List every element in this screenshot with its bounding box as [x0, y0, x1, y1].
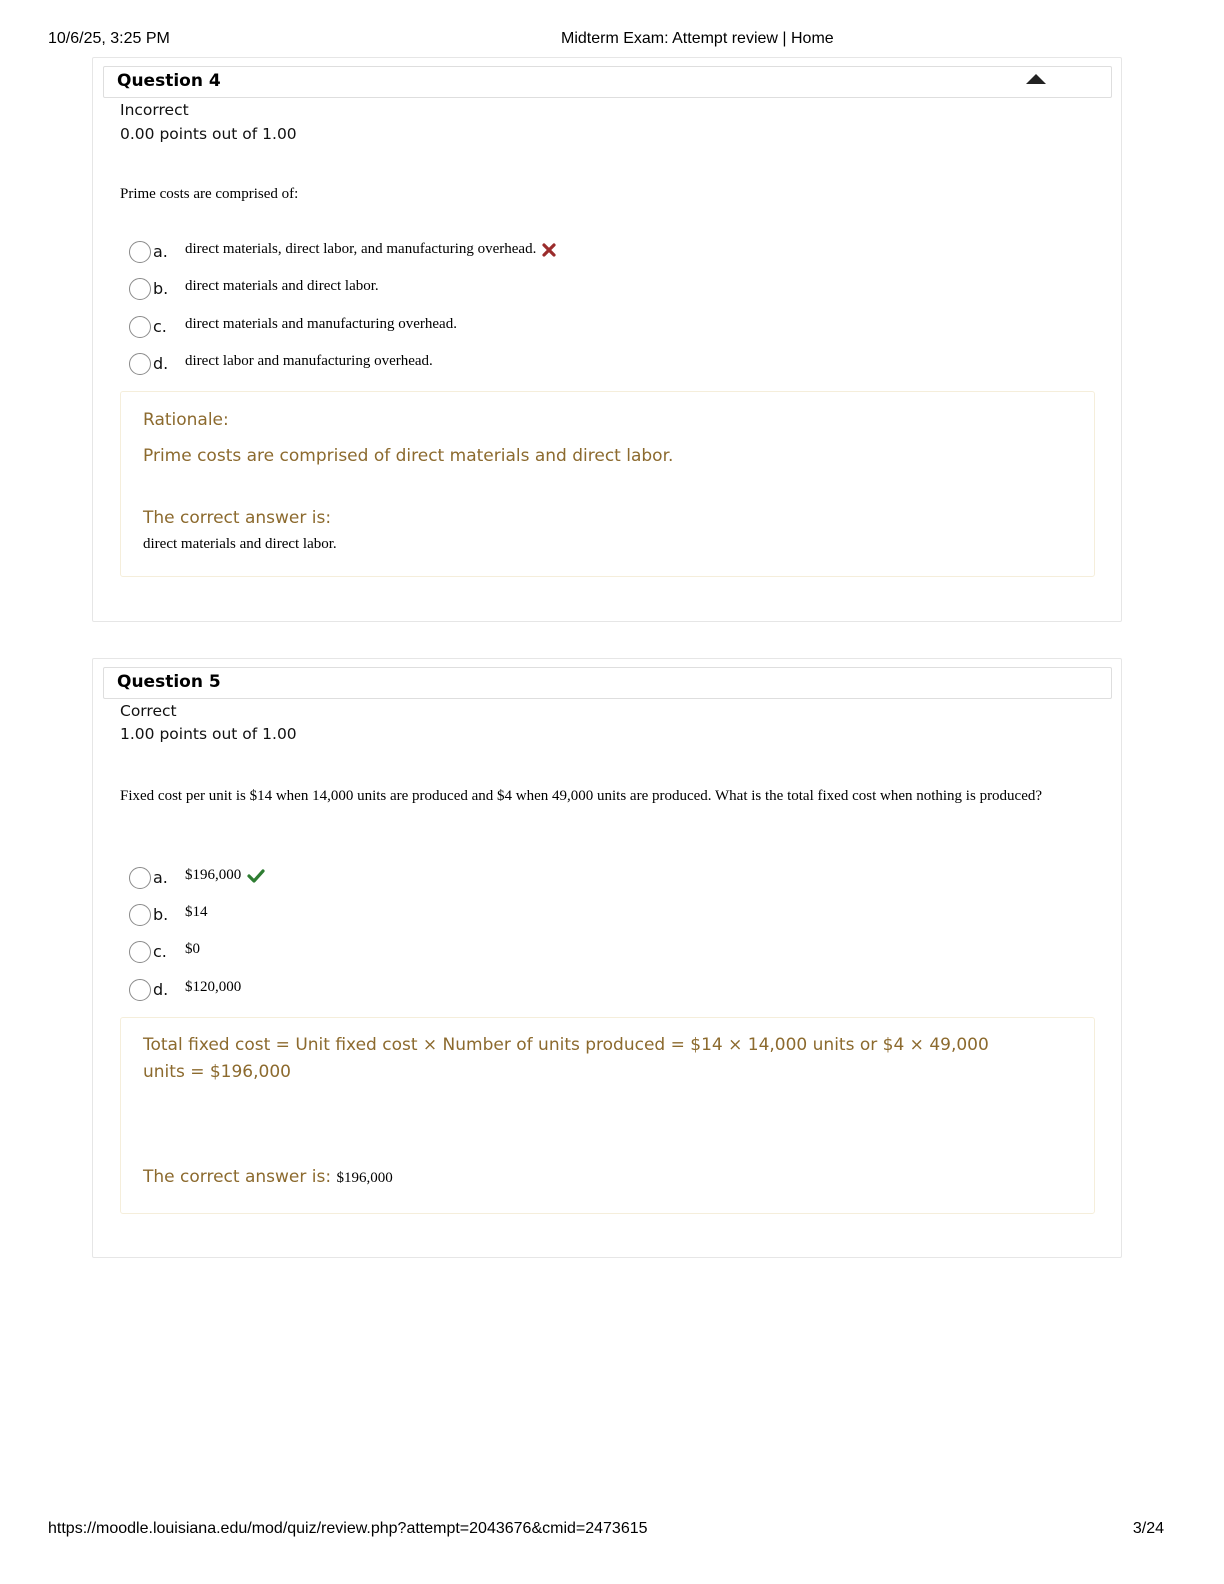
- answer-text: direct labor and manufacturing overhead.: [185, 353, 433, 369]
- answer-text: $14: [185, 904, 208, 920]
- answer-option-c[interactable]: [129, 939, 1029, 967]
- answer-letter: c.: [153, 317, 167, 336]
- question-4-grade: 0.00 points out of 1.00: [120, 125, 297, 143]
- correct-icon: [247, 869, 265, 883]
- answer-option-a[interactable]: [129, 239, 1029, 267]
- question-5-grade: 1.00 points out of 1.00: [120, 725, 297, 743]
- radio-button[interactable]: [129, 904, 151, 926]
- question-5-text: Fixed cost per unit is $14 when 14,000 units are produced and $4 when 49,000 units are produced. What is the total fixed cost when nothing is produced?: [120, 788, 1043, 804]
- radio-button[interactable]: [129, 941, 151, 963]
- answer-option-a[interactable]: [129, 865, 1029, 893]
- answer-letter: a.: [153, 242, 168, 261]
- answer-text: $196,000: [185, 867, 265, 884]
- question-4-feedback: [120, 391, 1095, 577]
- answer-letter: b.: [153, 279, 169, 298]
- radio-button[interactable]: [129, 867, 151, 889]
- question-5-title: Question 5: [117, 672, 221, 692]
- radio-button[interactable]: [129, 353, 151, 375]
- print-page-title: Midterm Exam: Attempt review | Home: [561, 30, 834, 47]
- answer-letter: d.: [153, 980, 169, 999]
- answer-text: direct materials, direct labor, and manufacturing overhead.: [185, 241, 556, 258]
- answer-option-b[interactable]: [129, 902, 1029, 930]
- question-5-card: [92, 658, 1122, 1258]
- radio-button[interactable]: [129, 241, 151, 263]
- print-url: https://moodle.louisiana.edu/mod/quiz/review.php?attempt=2043676&cmid=2473615: [48, 1520, 648, 1537]
- question-4-state: Incorrect: [120, 101, 189, 119]
- answer-letter: a.: [153, 868, 168, 887]
- radio-button[interactable]: [129, 316, 151, 338]
- question-5-state: Correct: [120, 702, 177, 720]
- answer-text: $120,000: [185, 979, 242, 995]
- correct-answer-value: direct materials and direct labor.: [143, 536, 337, 552]
- correct-answer-line: [143, 1164, 1072, 1192]
- print-date: 10/6/25, 3:25 PM: [48, 30, 170, 47]
- answer-text: direct materials and direct labor.: [185, 278, 379, 294]
- answer-option-c[interactable]: [129, 314, 1029, 342]
- radio-button[interactable]: [129, 979, 151, 1001]
- answer-letter: c.: [153, 942, 167, 961]
- feedback-explanation: Total fixed cost = Unit fixed cost × Number of units produced = $14 × 14,000 units or $4 × 49,000 units = $196,000: [143, 1035, 989, 1082]
- radio-button[interactable]: [129, 278, 151, 300]
- correct-answer-label: The correct answer is:: [143, 508, 332, 528]
- question-4-title: Question 4: [117, 71, 221, 91]
- collapse-up-icon[interactable]: [1025, 73, 1047, 85]
- answer-text: direct materials and manufacturing overhead.: [185, 316, 457, 332]
- correct-answer-label: The correct answer is:: [143, 1167, 332, 1187]
- answer-text: $0: [185, 941, 200, 957]
- print-footer: [48, 1520, 1164, 1540]
- question-4-header[interactable]: [103, 66, 1112, 98]
- print-header: [48, 30, 1164, 50]
- question-4-card: [92, 57, 1122, 622]
- incorrect-icon: [542, 243, 556, 257]
- question-5-feedback: [120, 1017, 1095, 1214]
- question-5-header[interactable]: [103, 667, 1112, 699]
- print-page-number: 3/24: [1132, 1520, 1164, 1537]
- correct-answer-value: $196,000: [336, 1170, 393, 1186]
- answer-letter: d.: [153, 354, 169, 373]
- rationale-text: Prime costs are comprised of direct materials and direct labor.: [143, 446, 674, 466]
- answer-option-b[interactable]: [129, 276, 1029, 304]
- answer-letter: b.: [153, 905, 169, 924]
- question-4-text: Prime costs are comprised of:: [120, 186, 299, 202]
- rationale-label: Rationale:: [143, 410, 229, 430]
- answer-option-d[interactable]: [129, 977, 1029, 1005]
- answer-option-d[interactable]: [129, 351, 1029, 379]
